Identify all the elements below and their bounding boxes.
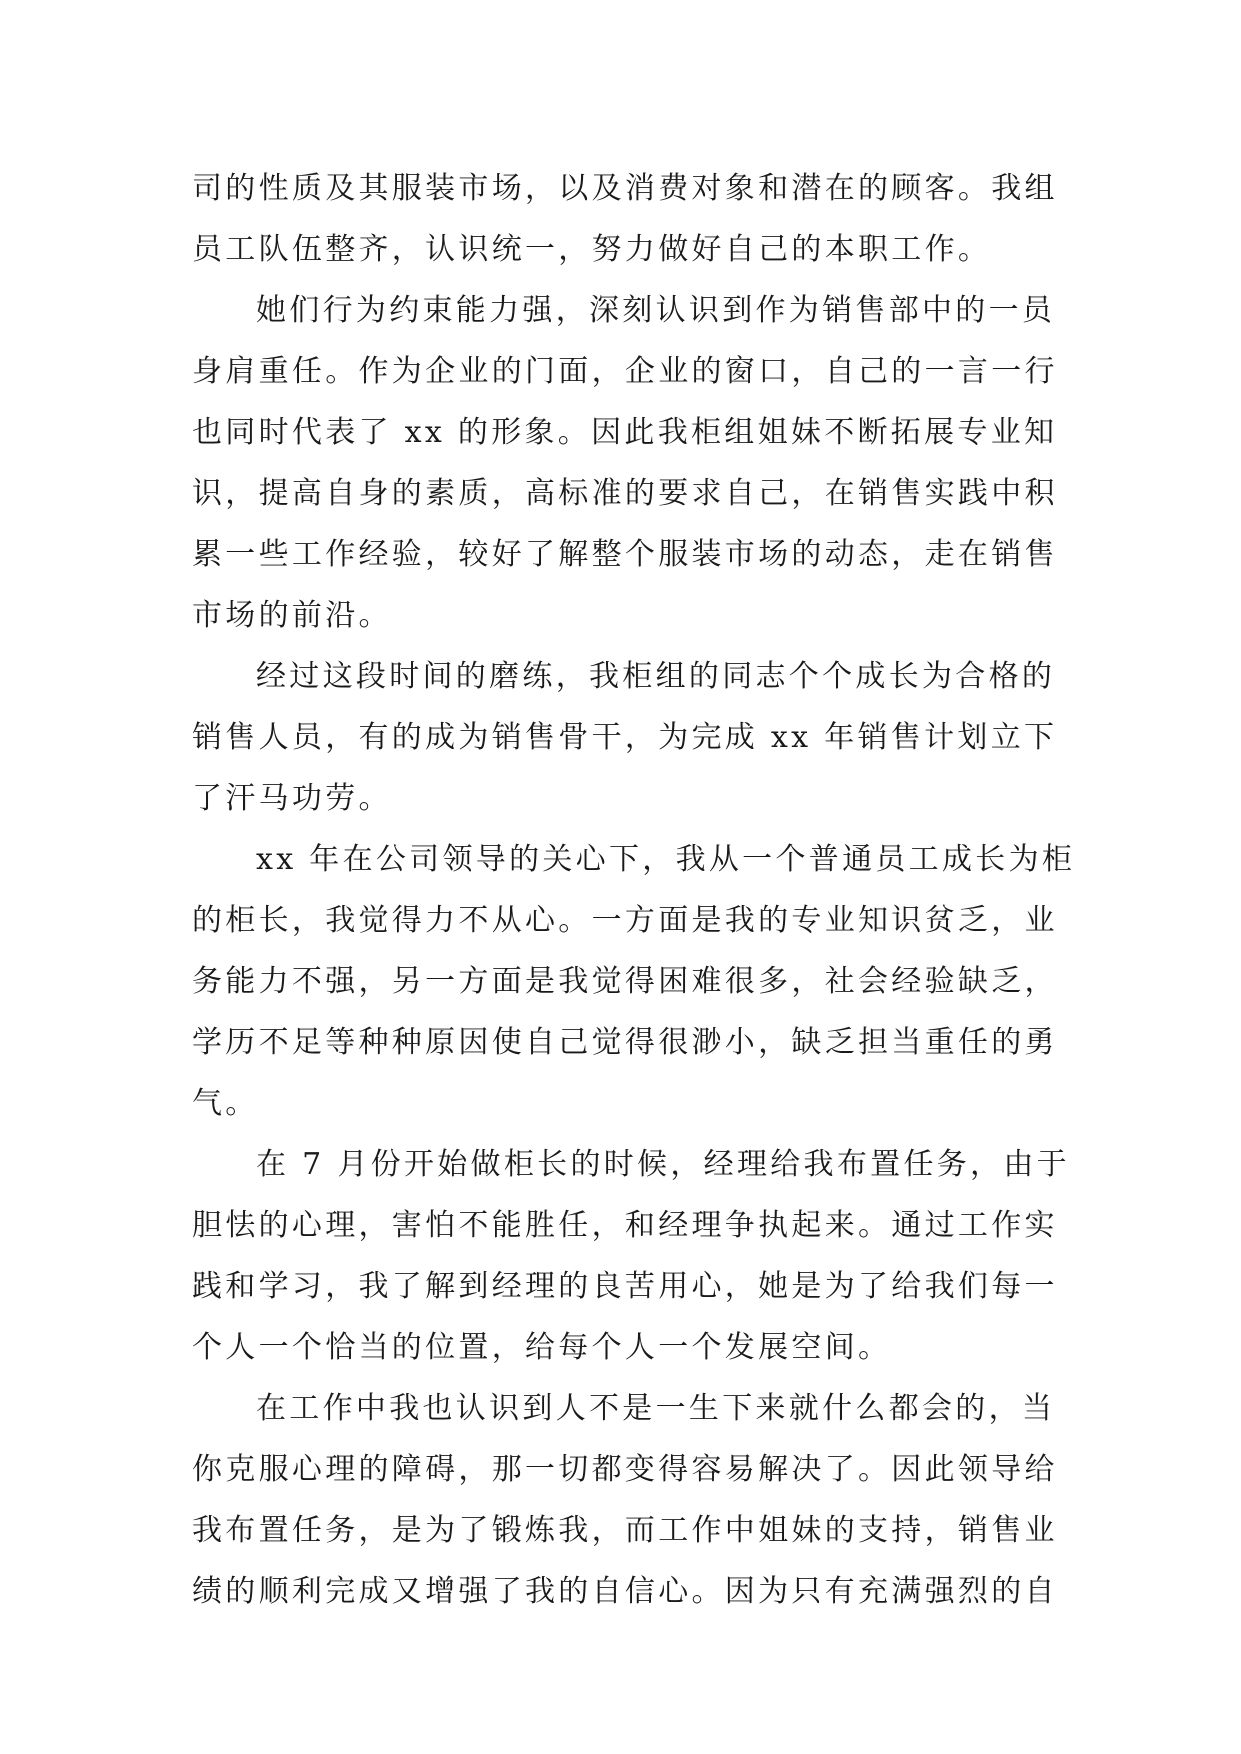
paragraph-3 bbox=[192, 646, 1058, 829]
text-line: 气。 bbox=[192, 1086, 259, 1121]
text-line: 在 7 月份开始做柜长的时候，经理给我布置任务，由于 bbox=[256, 1147, 1070, 1182]
paragraph-2 bbox=[192, 280, 1058, 646]
text-line: 经过这段时间的磨练，我柜组的同志个个成长为合格的 bbox=[256, 659, 1056, 694]
text-line: 我布置任务，是为了锻炼我，而工作中姐妹的支持，销售业 bbox=[192, 1513, 1058, 1548]
text-line: 绩的顺利完成又增强了我的自信心。因为只有充满强烈的自 bbox=[192, 1574, 1058, 1609]
text-line: 司的性质及其服装市场，以及消费对象和潜在的顾客。我组 bbox=[192, 171, 1058, 206]
text-line: 识，提高自身的素质，高标准的要求自己，在销售实践中积 bbox=[192, 476, 1058, 511]
paragraph-6 bbox=[192, 1378, 1058, 1622]
text-line: 她们行为约束能力强，深刻认识到作为销售部中的一员 bbox=[256, 293, 1056, 328]
text-line: 的柜长，我觉得力不从心。一方面是我的专业知识贫乏，业 bbox=[192, 903, 1058, 938]
text-line: 员工队伍整齐，认识统一，努力做好自己的本职工作。 bbox=[192, 232, 992, 267]
paragraph-5 bbox=[192, 1134, 1070, 1378]
text-line: 学历不足等种种原因使自己觉得很渺小，缺乏担当重任的勇 bbox=[192, 1025, 1058, 1060]
text-line: 践和学习，我了解到经理的良苦用心，她是为了给我们每一 bbox=[192, 1269, 1058, 1304]
text-line: 也同时代表了 xx 的形象。因此我柜组姐妹不断拓展专业知 bbox=[192, 415, 1058, 450]
paragraph-4 bbox=[192, 829, 1076, 1134]
document-body bbox=[192, 158, 1076, 1622]
paragraph-1 bbox=[192, 158, 1058, 280]
text-line: 销售人员，有的成为销售骨干，为完成 xx 年销售计划立下 bbox=[192, 720, 1058, 755]
text-line: 个人一个恰当的位置，给每个人一个发展空间。 bbox=[192, 1330, 892, 1365]
text-line: 胆怯的心理，害怕不能胜任，和经理争执起来。通过工作实 bbox=[192, 1208, 1058, 1243]
text-line: 了汗马功劳。 bbox=[192, 781, 392, 816]
text-line: xx 年在公司领导的关心下，我从一个普通员工成长为柜 bbox=[256, 842, 1076, 877]
text-line: 身肩重任。作为企业的门面，企业的窗口，自己的一言一行 bbox=[192, 354, 1058, 389]
text-line: 务能力不强，另一方面是我觉得困难很多，社会经验缺乏， bbox=[192, 964, 1058, 999]
text-line: 累一些工作经验，较好了解整个服装市场的动态，走在销售 bbox=[192, 537, 1058, 572]
text-line: 在工作中我也认识到人不是一生下来就什么都会的，当 bbox=[256, 1391, 1056, 1426]
text-line: 你克服心理的障碍，那一切都变得容易解决了。因此领导给 bbox=[192, 1452, 1058, 1487]
text-line: 市场的前沿。 bbox=[192, 598, 392, 633]
